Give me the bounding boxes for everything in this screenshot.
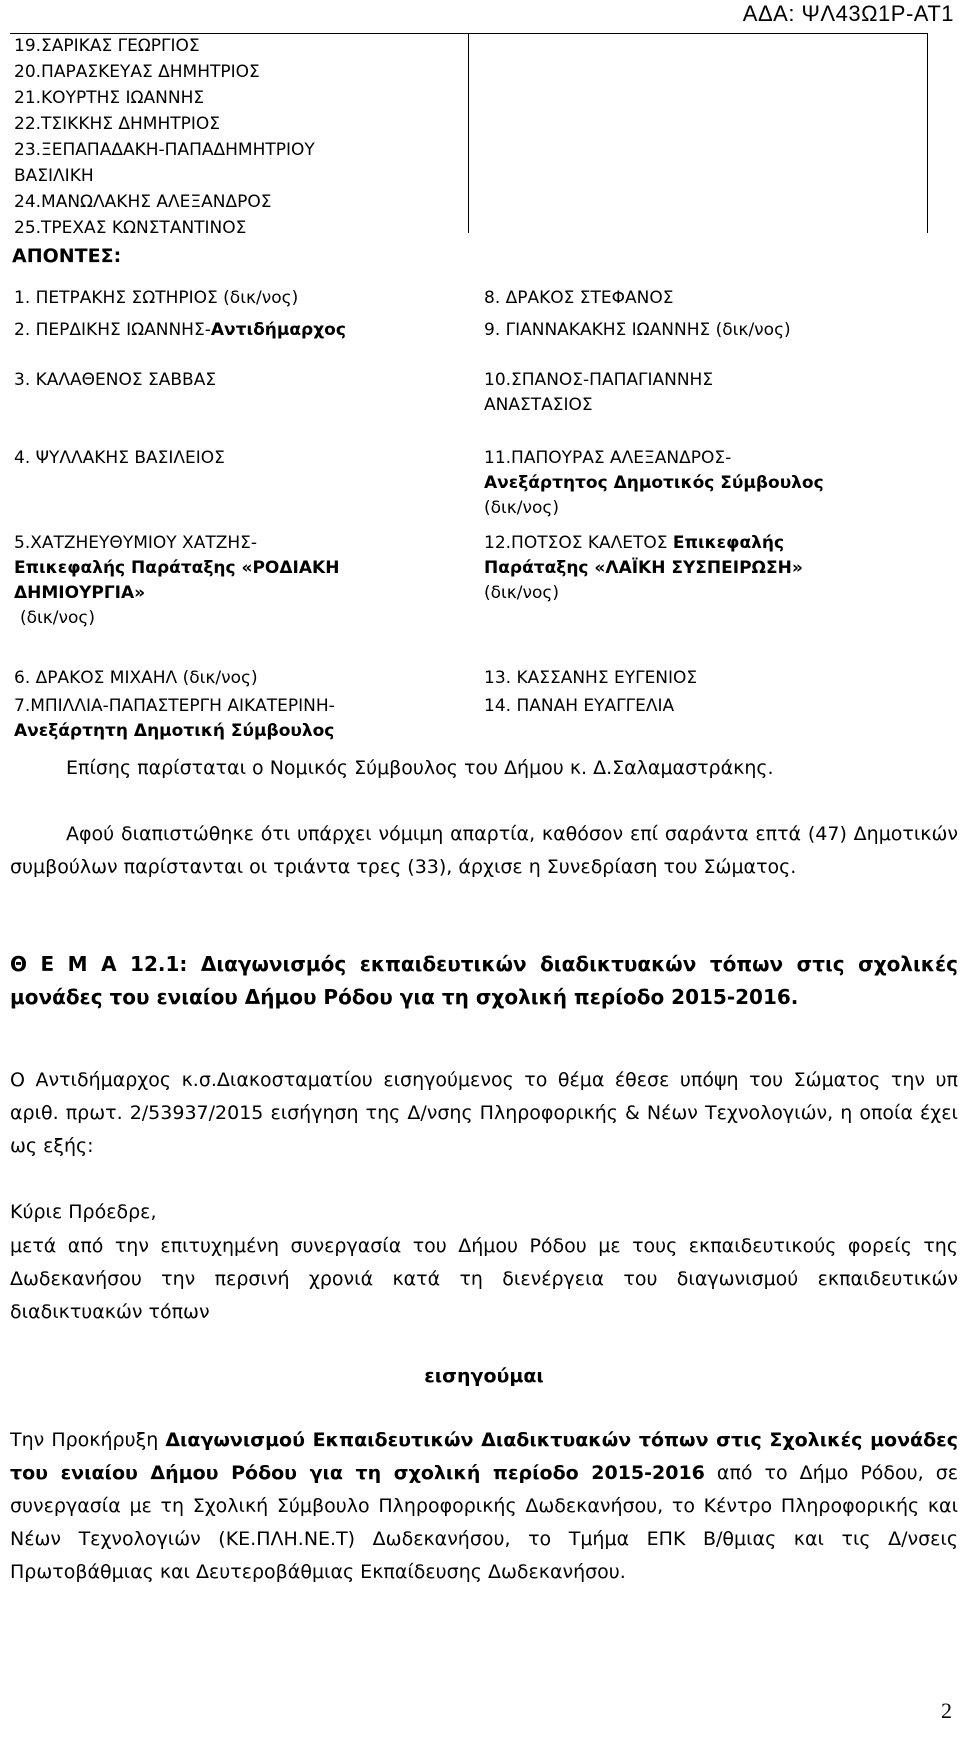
- proposal-lead: Την Προκήρυξη: [10, 1429, 166, 1451]
- absent-7-line1: 7.ΜΠΙΛΛΙΑ-ΠΑΠΑΣΤΕΡΓΗ ΑΙΚΑΤΕΡΙΝΗ-: [14, 696, 335, 716]
- context-paragraph: μετά από την επιτυχημένη συνεργασία του Δήμου Ρόδου με τους εκπαιδευτικούς φορείς της Δωδεκανήσου την περσινή χρονιά κατά τη διενέργεια του διαγωνισμού εκπαιδευτικών διαδικτυακών τόπων: [10, 1235, 958, 1323]
- absent-12-name: 12.ΠΟΤΣΟΣ ΚΑΛΕΤΟΣ: [484, 533, 673, 553]
- absent-2-name: 2. ΠΕΡΔΙΚΗΣ ΙΩΑΝΝΗΣ-: [14, 320, 211, 340]
- absent-12: [484, 531, 917, 606]
- absent-11-line2: Ανεξάρτητος Δημοτικός Σύμβουλος: [484, 473, 824, 493]
- absent-2: [14, 318, 454, 343]
- list-item: 24.ΜΑΝΩΛΑΚΗΣ ΑΛΕΞΑΝΔΡΟΣ: [14, 192, 272, 212]
- proposal-paragraph: [10, 1424, 958, 1589]
- absent-11-line1: 11.ΠΑΠΟΥΡΑΣ ΑΛΕΞΑΝΔΡΟΣ-: [484, 448, 732, 468]
- absent-10-line1: 10.ΣΠΑΝΟΣ-ΠΑΠΑΓΙΑΝΝΗΣ: [484, 370, 714, 390]
- list-item: 22.ΤΣΙΚΚΗΣ ΔΗΜΗΤΡΙΟΣ: [14, 114, 221, 134]
- rapporteur-paragraph: Ο Αντιδήμαρχος κ.σ.Διακοσταματίου εισηγούμενος το θέμα έθεσε υπόψη του Σώματος την υπ αριθ. πρωτ. 2/53937/2015 εισήγηση της Δ/νσης Πληροφορικής & Νέων Τεχνολογιών, η οποία έχει ως εξής:: [10, 1069, 958, 1157]
- absent-6: 6. ΔΡΑΚΟΣ ΜΙΧΑΗΛ (δικ/νος): [14, 668, 258, 688]
- absent-11: [484, 446, 917, 521]
- list-item: 23.ΞΕΠΑΠΑΔΑΚΗ-ΠΑΠΑΔΗΜΗΤΡΙΟΥ: [14, 140, 315, 160]
- absent-3: 3. ΚΑΛΑΘΕΝΟΣ ΣΑΒΒΑΣ: [14, 370, 217, 390]
- list-item: 20.ΠΑΡΑΣΚΕΥΑΣ ΔΗΜΗΤΡΙΟΣ: [14, 62, 260, 82]
- list-item: 25.ΤΡΕΧΑΣ ΚΩΝΣΤΑΝΤΙΝΟΣ: [14, 218, 247, 238]
- absent-5-line4: (δικ/νος): [20, 608, 96, 628]
- absent-5-line3: ΔΗΜΙΟΥΡΓΙΑ»: [14, 583, 146, 603]
- propose-heading: εισηγούμαι: [424, 1365, 544, 1387]
- table-right-border: [927, 33, 928, 233]
- absent-12-line1: [484, 531, 917, 556]
- absent-14: 14. ΠΑΝΑΗ ΕΥΑΓΓΕΛΙΑ: [484, 696, 675, 716]
- absent-9: 9. ΓΙΑΝΝΑΚΑΚΗΣ ΙΩΑΝΝΗΣ (δικ/νος): [484, 320, 791, 340]
- absent-7: [14, 694, 458, 744]
- legal-advisor-paragraph: Επίσης παρίσταται ο Νομικός Σύμβουλος του Δήμου κ. Δ.Σαλαμαστράκης.: [66, 757, 774, 779]
- absent-7-line2: Ανεξάρτητη Δημοτική Σύμβουλος: [14, 721, 335, 741]
- absent-13: 13. ΚΑΣΣΑΝΗΣ ΕΥΓΕΝΙΟΣ: [484, 668, 698, 688]
- proposal-rest: από το Δήμο Ρόδου, σε συνεργασία με τη Σχολική Σύμβουλο Πληροφορικής Δωδεκανήσου, το Κέντρο Πληροφορικής και Νέων Τεχνολογιών (ΚΕ.ΠΛΗ.ΝΕ.Τ) Δωδεκανήσου, το Τμήμα ΕΠΚ Β/θμιας και τις Δ/νσεις Πρωτοβάθμιας και Δευτεροβάθμιας Εκπαίδευσης Δωδεκανήσου.: [10, 1462, 959, 1583]
- absent-12-line3: (δικ/νος): [484, 583, 560, 603]
- absent-10: [484, 368, 924, 418]
- absent-12-line2: Παράταξης «ΛΑΪΚΗ ΣΥΣΠΕΙΡΩΣΗ»: [484, 558, 803, 578]
- salutation: Κύριε Πρόεδρε,: [10, 1201, 157, 1223]
- absent-4: 4. ΨΥΛΛΑΚΗΣ ΒΑΣΙΛΕΙΟΣ: [14, 448, 225, 468]
- theme-title: Θ Ε Μ Α 12.1: Διαγωνισμός εκπαιδευτικών διαδικτυακών τόπων στις σχολικές μονάδες του ενιαίου Δήμου Ρόδου για τη σχολική περίοδο 2015-2016.: [10, 952, 958, 1009]
- absent-8: 8. ΔΡΑΚΟΣ ΣΤΕΦΑΝΟΣ: [484, 288, 674, 308]
- list-item: 21.ΚΟΥΡΤΗΣ ΙΩΑΝΝΗΣ: [14, 88, 205, 108]
- absent-heading: ΑΠΟΝΤΕΣ:: [12, 245, 122, 267]
- absent-5-line1: 5.ΧΑΤΖΗΕΥΘΥΜΙΟΥ ΧΑΤΖΗΣ-: [14, 533, 258, 553]
- absent-10-line2: ΑΝΑΣΤΑΣΙΟΣ: [484, 395, 593, 415]
- absent-1: 1. ΠΕΤΡΑΚΗΣ ΣΩΤΗΡΙΟΣ (δικ/νος): [14, 288, 299, 308]
- table-divider: [468, 33, 469, 233]
- page-number: 2: [941, 1698, 952, 1723]
- absent-5: [14, 531, 458, 631]
- ada-code: ΑΔΑ: ΨΛ43Ω1Ρ-ΑΤ1: [742, 1, 954, 26]
- absent-5-line2: Επικεφαλής Παράταξης «ΡΟΔΙΑΚΗ: [14, 558, 340, 578]
- quorum-paragraph: Αφού διαπιστώθηκε ότι υπάρχει νόμιμη απαρτία, καθόσον επί σαράντα επτά (47) Δημοτικών συμβούλων παρίστανται οι τριάντα τρες (33), άρχισε η Συνεδρίαση του Σώματος.: [10, 823, 958, 878]
- absent-2-role: Αντιδήμαρχος: [210, 320, 346, 340]
- absent-11-line3: (δικ/νος): [484, 498, 560, 518]
- list-item: 19.ΣΑΡΙΚΑΣ ΓΕΩΡΓΙΟΣ: [14, 36, 200, 56]
- list-item: ΒΑΣΙΛΙΚΗ: [14, 166, 94, 186]
- proposal-subject: Διαγωνισμού Εκπαιδευτικών Διαδικτυακών τόπων στις Σχολικές μονάδες του ενιαίου Δήμου Ρόδου για τη σχολική περίοδο 2015-2016: [10, 1429, 959, 1484]
- absent-12-role: Επικεφαλής: [672, 533, 785, 553]
